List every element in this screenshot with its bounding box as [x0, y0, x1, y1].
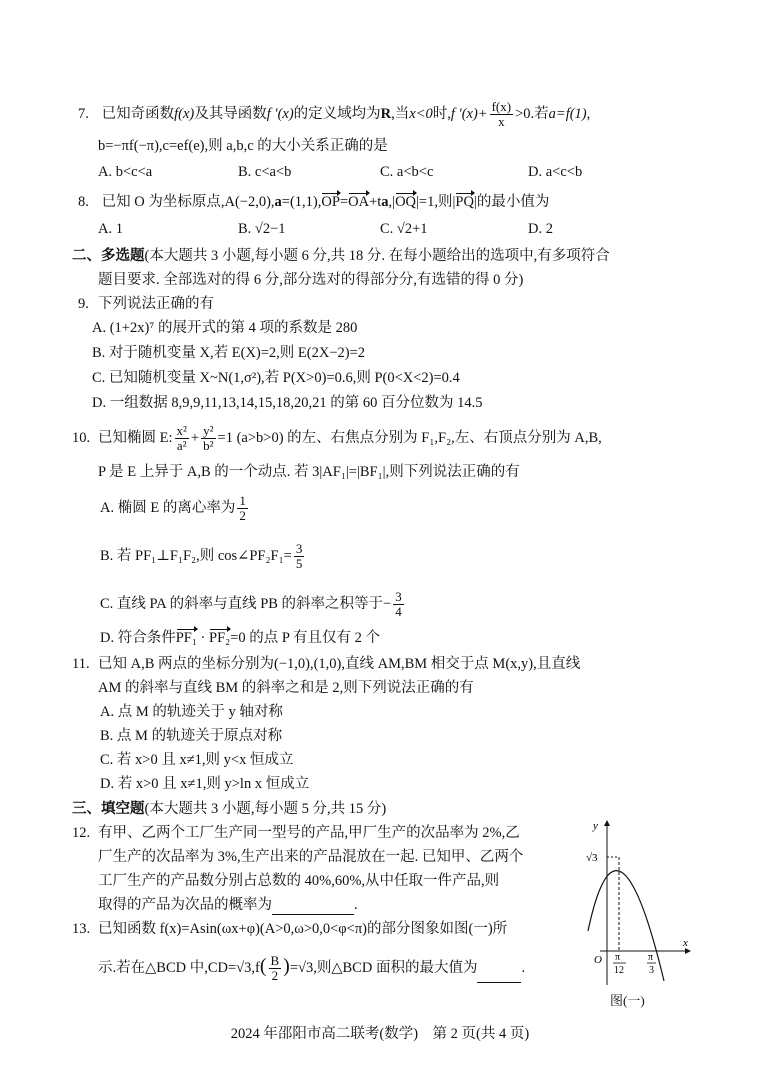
- vector-pq: PQ: [455, 194, 474, 210]
- section-2-desc: 题目要求. 全部选对的得 6 分,部分选对的得部分分,有选错的得 0 分): [98, 272, 524, 288]
- peak-label: √3: [586, 852, 598, 864]
- question-8-option-b: B. √2−1: [238, 221, 286, 237]
- question-10-option-c: C. 直线 PA 的斜率与直线 PB 的斜率之积等于− $\frac{3}{4}$: [100, 589, 402, 619]
- question-10-option-b: B. 若 PF₁⊥F₁F₂,则 cos∠PF₂F₁= $\frac{3}{5}$: [100, 541, 303, 571]
- question-8-option-c: C. √2+1: [380, 221, 428, 237]
- question-13-line-1: 13. 已知函数 f(x)=Asin(ωx+φ)(A>0,ω>0,0<φ<π)的部分图象如图(一)所: [72, 921, 508, 937]
- question-number: 10.: [72, 429, 91, 446]
- answer-blank[interactable]: [477, 982, 521, 983]
- page-footer: 2024 年邵阳市高二联考(数学) 第 2 页(共 4 页): [230, 1026, 530, 1042]
- question-9-option-b: B. 对于随机变量 X,若 E(X)=2,则 E(2X−2)=2: [92, 345, 366, 361]
- question-7-option-d: D. a<c<b: [528, 164, 583, 180]
- vector-pf1: PF₁: [175, 630, 197, 646]
- question-10-option-a: A. 椭圆 E 的离心率为 $\frac{1}{2}$: [100, 493, 246, 523]
- question-13-line-2: 示.若在△BCD 中,CD=√3,f( $\frac{B}{2}$ )=√3,则△BCD 面积的最大值为 .: [98, 953, 526, 983]
- function-graph-figure: [582, 815, 694, 987]
- tick-2-numerator: π: [648, 952, 654, 963]
- vector-oa: OA: [348, 194, 370, 210]
- question-11-line-2: AM 的斜率与直线 BM 的斜率之和是 2,则下列说法正确的有: [98, 680, 474, 696]
- question-number: 12.: [72, 825, 91, 841]
- question-7-line-1: 7. 已知奇函数f(x)及其导函数f ′(x)的定义域均为R,当x<0时,f ′(x)+ $\frac{f(x)}{x}$ >0.若a=f(1),: [78, 99, 591, 129]
- answer-blank[interactable]: [272, 914, 354, 915]
- origin-label: O: [594, 954, 602, 966]
- figure-caption: 图(一): [610, 993, 645, 1008]
- vector-pf2: PF₂: [209, 630, 231, 646]
- fraction: $\frac{f(x)}{x}$: [491, 99, 512, 129]
- question-11-option-c: C. 若 x>0 且 x≠1,则 y<x 恒成立: [100, 752, 294, 768]
- question-9-option-d: D. 一组数据 8,9,9,11,13,14,15,18,20,21 的第 60 百分位数为 14.5: [92, 395, 483, 411]
- question-10-line-2: P 是 E 上异于 A,B 的一个动点. 若 3|AF₁|=|BF₁|,则下列说法正确的有: [98, 464, 520, 480]
- question-8-option-d: D. 2: [528, 221, 553, 237]
- question-number: 7.: [78, 105, 89, 122]
- question-8-stem: 8. 已知 O 为坐标原点,A(−2,0),a=(1,1),OP=OA+ta,|OQ|=1,则|PQ|的最小值为: [78, 194, 550, 210]
- tick-1-denominator: 12: [614, 965, 624, 976]
- vector-op: OP: [321, 194, 340, 210]
- question-11-line-1: 11. 已知 A,B 两点的坐标分别为(−1,0),(1,0),直线 AM,BM 相交于点 M(x,y),且直线: [72, 656, 581, 672]
- question-12-line-2: 厂生产的次品率为 3%,生产出来的产品混放在一起. 已知甲、乙两个: [98, 849, 524, 865]
- question-8-option-a: A. 1: [98, 221, 123, 237]
- question-11-option-d: D. 若 x>0 且 x≠1,则 y>ln x 恒成立: [100, 776, 310, 792]
- tick-2-denominator: 3: [649, 965, 654, 976]
- y-axis-label: y: [593, 820, 598, 832]
- question-11-option-b: B. 点 M 的轨迹关于原点对称: [100, 728, 283, 744]
- question-12-line-4: 取得的产品为次品的概率为 .: [98, 897, 358, 913]
- question-7-option-a: A. b<c<a: [98, 164, 153, 180]
- tick-1-numerator: π: [615, 952, 621, 963]
- question-10-line-1: 10. 已知椭圆 E: $\frac{\text{x²}}{\text{a²}}$ + $\frac{\text{y²}}{\text{b²}}$ =1 (a>b>0) 的左、右焦点分别为 F₁,F₂,左、右顶点分别为 A,B,: [72, 423, 602, 453]
- question-number: 11.: [72, 656, 90, 672]
- question-number: 13.: [72, 921, 91, 937]
- section-3-header: 三、填空题(本大题共 3 小题,每小题 5 分,共 15 分): [72, 801, 387, 817]
- question-12-line-3: 工厂生产的产品数分别占总数的 40%,60%,从中任取一件产品,则: [98, 873, 500, 889]
- question-11-option-a: A. 点 M 的轨迹关于 y 轴对称: [100, 704, 283, 720]
- question-7-option-c: C. a<b<c: [380, 164, 434, 180]
- question-10-option-d: D. 符合条件PF₁ · PF₂=0 的点 P 有且仅有 2 个: [100, 630, 381, 646]
- question-number: 8.: [78, 194, 89, 210]
- question-9-option-a: A. (1+2x)⁷ 的展开式的第 4 项的系数是 280: [92, 320, 358, 336]
- question-7-option-b: B. c<a<b: [238, 164, 292, 180]
- question-12-line-1: 12. 有甲、乙两个工厂生产同一型号的产品,甲厂生产的次品率为 2%,乙: [72, 825, 520, 841]
- question-number: 9.: [78, 296, 89, 312]
- question-9-option-c: C. 已知随机变量 X~N(1,σ²),若 P(X>0)=0.6,则 P(0<X<2)=0.4: [92, 370, 460, 386]
- vector-oq: OQ: [395, 194, 417, 210]
- section-2-header: 二、多选题(本大题共 3 小题,每小题 6 分,共 18 分. 在每小题给出的选项中,有多项符合: [72, 248, 610, 264]
- question-9-stem: 9. 下列说法正确的有: [78, 296, 214, 312]
- question-7-line-2: b=−πf(−π),c=ef(e),则 a,b,c 的大小关系正确的是: [98, 138, 388, 154]
- x-axis-label: x: [683, 937, 688, 949]
